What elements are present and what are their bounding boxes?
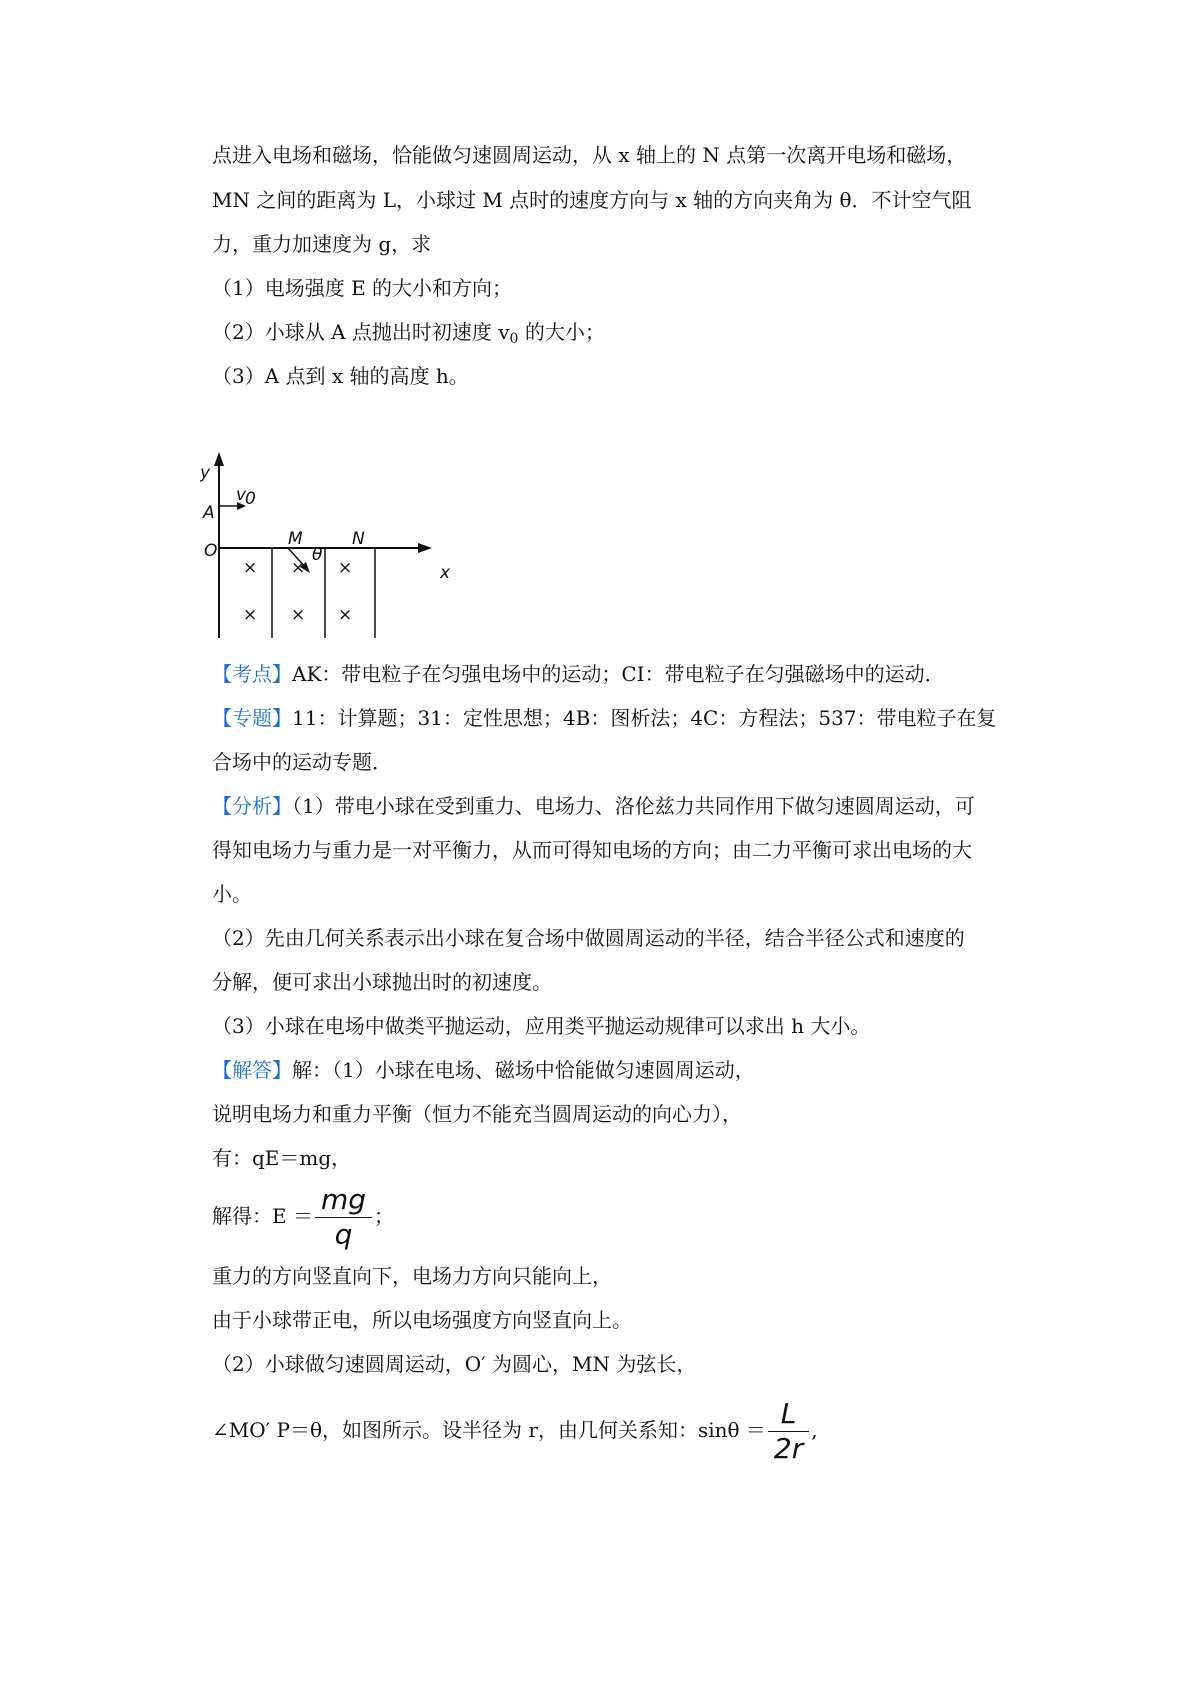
- kaodian-text: AK：带电粒子在匀强电场中的运动；CI：带电粒子在匀强磁场中的运动．: [292, 662, 945, 686]
- fenxi-part2-line-1: （2）先由几何关系表示出小球在复合场中做圆周运动的半径，结合半径公式和速度的: [212, 926, 965, 950]
- point-m-label: M: [288, 529, 303, 549]
- v0-label-subscript: 0: [245, 489, 256, 509]
- field-cross: ×: [243, 605, 258, 625]
- kaodian-line: [212, 660, 945, 688]
- x-axis-arrow: [418, 543, 432, 553]
- jieda-solve-e-tail: ；: [374, 1204, 395, 1228]
- angle-theta-label: θ: [312, 545, 323, 565]
- jieda-geometry-tail: ,: [811, 1418, 818, 1442]
- fraction-denominator: q: [334, 1218, 353, 1251]
- problem-line-1: 点进入电场和磁场，恰能做匀速圆周运动，从 x 轴上的 N 点第一次离开电场和磁场，: [212, 143, 967, 167]
- question-3: （3）A 点到 x 轴的高度 h。: [212, 364, 469, 388]
- question-2-text: （2）小球从 A 点抛出时初速度 v: [212, 320, 510, 344]
- zhuanti-text-1: 11：计算题；31：定性思想；4B：图析法；4C：方程法；537：带电粒子在复: [292, 706, 997, 730]
- jieda-line-8: [212, 1390, 818, 1470]
- fraction-numerator: L: [780, 1397, 797, 1430]
- question-2-subscript: 0: [509, 331, 519, 347]
- jieda-text-1: 解：（1）小球在电场、磁场中恰能做匀速圆周运动，: [292, 1058, 755, 1082]
- point-n-label: N: [352, 529, 365, 549]
- fraction-mg-over-q: [315, 1183, 372, 1252]
- fenxi-line-2: 得知电场力与重力是一对平衡力，从而可得知电场的方向；由二力平衡可求出电场的大: [212, 838, 972, 862]
- v0-label: v: [236, 485, 247, 505]
- fenxi-part3-line: （3）小球在电场中做类平抛运动，应用类平抛运动规律可以求出 h 大小。: [212, 1014, 871, 1038]
- field-diagram-svg: [200, 448, 470, 648]
- zhuanti-line-1: [212, 704, 997, 732]
- field-cross: ×: [338, 558, 353, 578]
- jieda-solve-e-label: 解得：E ＝: [212, 1204, 313, 1228]
- zhuanti-line-2: 合场中的运动专题．: [212, 750, 392, 774]
- kaodian-tag: 【考点】: [212, 662, 292, 686]
- question-2-tail: 的大小；: [518, 320, 605, 344]
- field-cross: ×: [243, 558, 258, 578]
- fenxi-line-1: [212, 792, 975, 820]
- jieda-line-6: 由于小球带正电，所以电场强度方向竖直向上。: [212, 1308, 632, 1332]
- jieda-line-4: [212, 1176, 394, 1256]
- problem-line-3: 力，重力加速度为 g，求: [212, 232, 432, 256]
- fraction-numerator: mg: [320, 1183, 367, 1216]
- jieda-line-7: （2）小球做匀速圆周运动，O′ 为圆心，MN 为弦长，: [212, 1352, 697, 1376]
- fraction-denominator: 2r: [773, 1432, 804, 1465]
- fenxi-text-1: （1）带电小球在受到重力、电场力、洛伦兹力共同作用下做匀速圆周运动，可: [292, 794, 975, 818]
- x-axis-label: x: [440, 563, 451, 583]
- problem-line-2: MN 之间的距离为 L，小球过 M 点时的速度方向与 x 轴的方向夹角为 θ．不计空气阻: [212, 188, 972, 212]
- fraction-l-over-2r: [768, 1397, 809, 1466]
- fenxi-line-3: 小。: [212, 882, 252, 906]
- question-1: （1）电场强度 E 的大小和方向；: [212, 276, 513, 300]
- fenxi-tag: 【分析】: [212, 794, 292, 818]
- y-axis-arrow: [214, 452, 224, 466]
- field-cross: ×: [338, 605, 353, 625]
- zhuanti-tag: 【专题】: [212, 706, 292, 730]
- jieda-line-3: 有：qE＝mg，: [212, 1146, 352, 1170]
- fenxi-part2-line-2: 分解，便可求出小球抛出时的初速度。: [212, 970, 552, 994]
- point-a-label: A: [203, 503, 215, 523]
- field-cross: ×: [291, 558, 306, 578]
- jieda-line-2: 说明电场力和重力平衡（恒力不能充当圆周运动的向心力），: [212, 1102, 742, 1126]
- question-2: [212, 318, 605, 353]
- y-axis-label: y: [200, 463, 211, 483]
- field-cross: ×: [291, 605, 306, 625]
- origin-label: O: [204, 541, 218, 561]
- jieda-line-1: [212, 1056, 755, 1084]
- jieda-tag: 【解答】: [212, 1058, 292, 1082]
- jieda-line-5: 重力的方向竖直向下，电场力方向只能向上，: [212, 1264, 612, 1288]
- field-diagram: [200, 448, 470, 648]
- jieda-geometry-text: ∠MO′ P＝θ，如图所示。设半径为 r，由几何关系知：sinθ ＝: [212, 1418, 766, 1442]
